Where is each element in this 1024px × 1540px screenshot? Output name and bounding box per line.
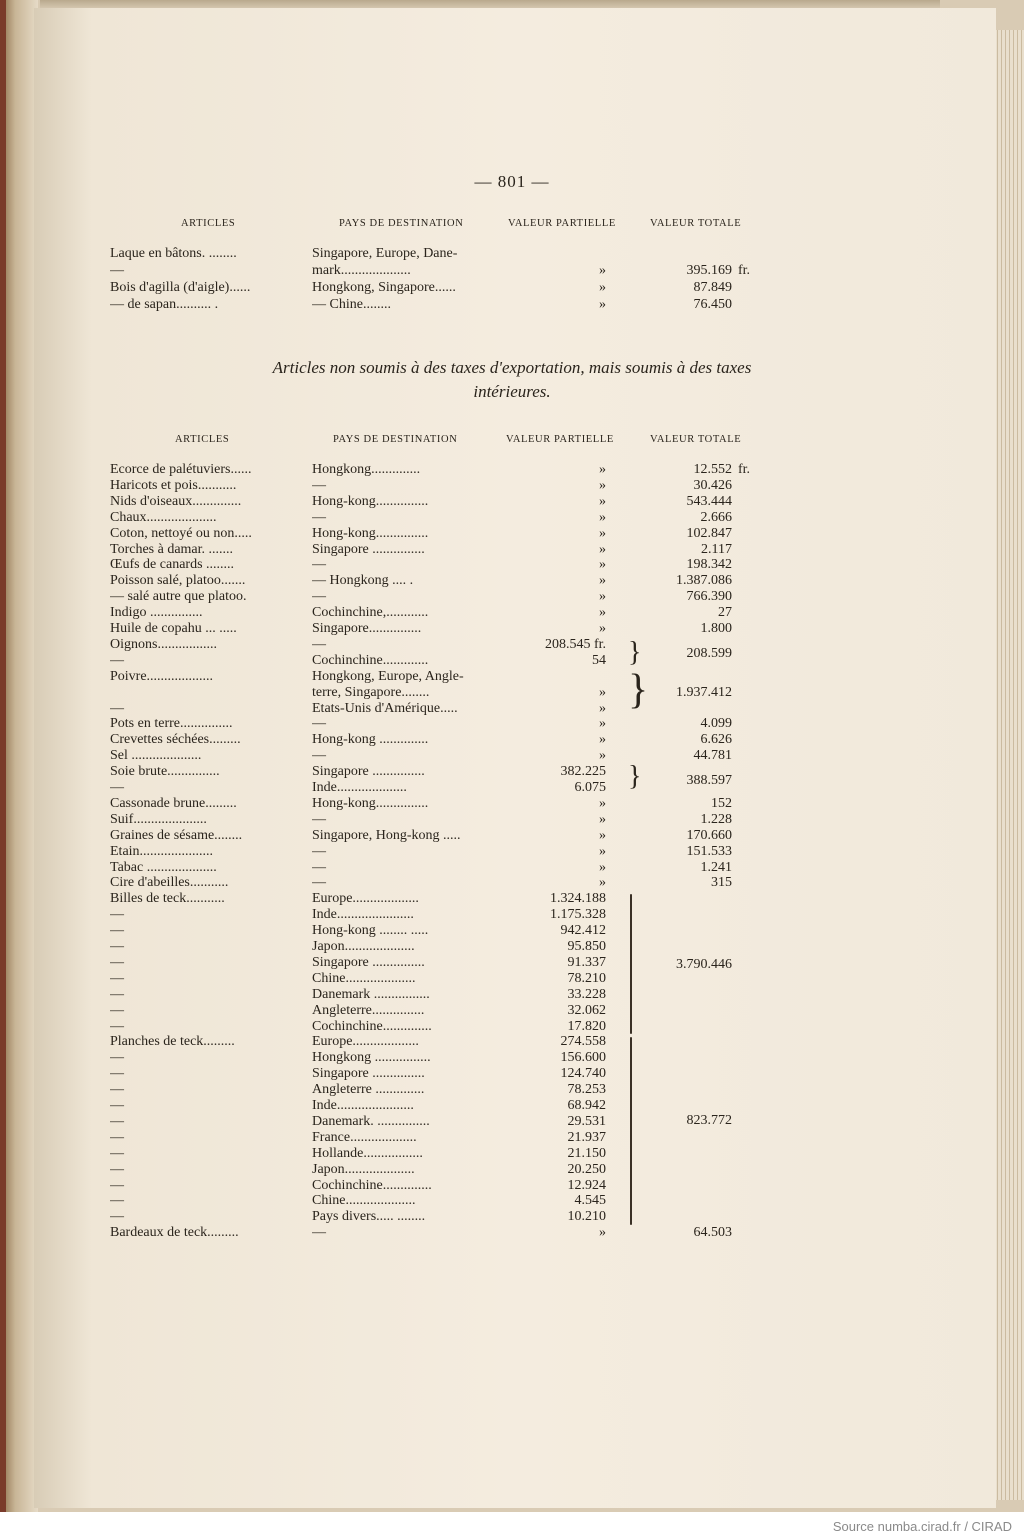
total-value-cell: 1.241 <box>700 859 732 875</box>
article-cell: Planches de teck......... <box>110 1034 235 1050</box>
destination-cell: — <box>312 589 326 605</box>
article-cell: — <box>110 700 124 716</box>
partial-value-cell: » <box>599 684 606 700</box>
article-cell: Pots en terre............... <box>110 716 233 732</box>
table-row <box>0 1003 1024 1019</box>
partial-value-cell: 33.228 <box>567 986 606 1002</box>
total-value-cell: 27 <box>718 605 732 621</box>
article-cell: — <box>110 1066 124 1082</box>
table-row <box>0 557 1024 573</box>
article-cell: Poisson salé, platoo....... <box>110 573 246 589</box>
table-row <box>0 796 1024 812</box>
table-row <box>0 510 1024 526</box>
article-cell: — de sapan.......... . <box>110 297 219 312</box>
article-cell: — <box>110 923 124 939</box>
partial-value-cell: 4.545 <box>574 1193 606 1209</box>
destination-cell: — Chine........ <box>312 297 391 312</box>
partial-value-cell: » <box>599 462 606 477</box>
table-row <box>0 1019 1024 1035</box>
destination-cell: Inde...................... <box>312 1098 414 1113</box>
total-value-cell: 543.444 <box>686 493 732 509</box>
total-value-cell: 76.450 <box>693 297 732 312</box>
table-row <box>0 828 1024 844</box>
table-row <box>0 1082 1024 1098</box>
article-cell: — <box>110 1193 124 1209</box>
destination-cell: Singapore ............... <box>312 1066 425 1082</box>
partial-value-cell: 21.150 <box>567 1145 606 1161</box>
table-row <box>0 732 1024 748</box>
partial-value-cell: » <box>599 493 606 509</box>
table-row <box>0 526 1024 542</box>
partial-value-cell: 20.250 <box>567 1161 606 1177</box>
total-value-cell: 1.387.086 <box>676 573 732 589</box>
page-number: — 801 — <box>474 172 550 191</box>
partial-value-cell: » <box>599 875 606 891</box>
destination-cell: — <box>312 875 326 891</box>
article-cell: — <box>110 970 124 986</box>
table-row <box>0 748 1024 764</box>
destination-cell: Singapore ............... <box>312 954 425 970</box>
table-row <box>0 1162 1024 1178</box>
partial-value-cell: 1.175.328 <box>550 907 606 923</box>
partial-value-cell: 78.253 <box>567 1082 606 1098</box>
article-cell: Indigo ............... <box>110 605 203 621</box>
partial-value-cell: 78.210 <box>567 970 606 986</box>
partial-value-cell: » <box>599 509 606 525</box>
brace-oignons: } <box>628 637 642 668</box>
total-value-cell: 102.847 <box>686 525 732 541</box>
table-row <box>0 1146 1024 1162</box>
destination-cell: Hong-kong............... <box>312 795 429 811</box>
table-row <box>0 891 1024 907</box>
table-row <box>0 605 1024 621</box>
table-row <box>0 716 1024 732</box>
destination-cell: Inde.................... <box>312 780 407 795</box>
article-cell: — <box>110 939 124 954</box>
partial-value-cell: » <box>599 795 606 811</box>
table-row <box>0 462 1024 478</box>
total-value-cell: 2.117 <box>701 541 732 557</box>
destination-cell: Hongkong, Europe, Angle- <box>312 668 464 684</box>
destination-cell: Hong-kong............... <box>312 525 429 541</box>
article-cell: — <box>110 1161 124 1177</box>
article-cell: — <box>110 986 124 1002</box>
destination-cell: — <box>312 636 326 652</box>
destination-cell: Hongkong ................ <box>312 1050 431 1066</box>
table-row <box>0 494 1024 510</box>
destination-cell: Chine.................... <box>312 970 416 986</box>
article-cell: — salé autre que platoo. <box>110 589 247 605</box>
article-cell: — <box>110 1177 124 1193</box>
total-value-cell: 30.426 <box>693 477 732 493</box>
partial-value-cell: » <box>599 557 606 573</box>
partial-value-cell: 382.225 <box>560 764 606 780</box>
section-title-line1: Articles non soumis à des taxes d'exportation, mais soumis à des taxes <box>272 358 752 377</box>
partial-value-cell: 1.324.188 <box>550 891 606 907</box>
partial-value-cell: » <box>599 811 606 827</box>
table-row <box>0 971 1024 987</box>
table-row <box>0 589 1024 605</box>
partial-value-cell: » <box>599 1225 606 1241</box>
partial-value-cell: » <box>599 280 606 295</box>
header-total-1: VALEUR TOTALE <box>650 218 742 229</box>
partial-value-cell: 12.924 <box>567 1177 606 1193</box>
destination-cell: — <box>312 811 326 827</box>
total-value-cell: 395.169 <box>686 263 732 278</box>
destination-cell: — <box>312 716 326 732</box>
destination-cell: Singapore, Hong-kong ..... <box>312 827 461 843</box>
table-row <box>0 844 1024 860</box>
destination-cell: — <box>312 859 326 875</box>
article-cell: Haricots et pois........... <box>110 477 237 493</box>
destination-cell: Singapore, Europe, Dane- <box>312 246 458 261</box>
destination-cell: Chine.................... <box>312 1193 416 1209</box>
header-articles-1: ARTICLES <box>181 218 236 229</box>
destination-cell: Cochinchine.............. <box>312 1177 432 1193</box>
table-row <box>0 263 1024 279</box>
article-cell: Chaux.................... <box>110 509 217 525</box>
article-cell: — <box>110 1082 124 1098</box>
destination-cell: — <box>312 748 326 764</box>
destination-cell: Etats-Unis d'Amérique..... <box>312 700 458 716</box>
partial-value-cell: 68.942 <box>567 1098 606 1113</box>
total-value-cell: 6.626 <box>700 732 732 748</box>
destination-cell: terre, Singapore........ <box>312 684 430 700</box>
article-cell: Laque en bâtons. ........ <box>110 246 237 261</box>
partial-value-cell: 32.062 <box>567 1002 606 1018</box>
brace-poivre: } <box>628 667 649 713</box>
article-cell: — <box>110 780 124 795</box>
table-row <box>0 939 1024 955</box>
total-soie: 388.597 <box>686 773 732 788</box>
table-row <box>0 478 1024 494</box>
total-value-cell: 315 <box>711 875 732 891</box>
partial-value-cell: » <box>599 573 606 589</box>
partial-value-cell: 95.850 <box>567 939 606 954</box>
table-row <box>0 246 1024 262</box>
article-cell: Suif..................... <box>110 811 207 827</box>
total-poivre: 1.937.412 <box>676 685 732 700</box>
article-cell: Œufs de canards ........ <box>110 557 235 573</box>
table-row <box>0 280 1024 296</box>
total-value-cell: 1.228 <box>700 811 732 827</box>
destination-cell: Japon.................... <box>312 939 415 954</box>
source-credit: Source numba.cirad.fr / CIRAD <box>832 1519 1012 1534</box>
article-cell: Bardeaux de teck......... <box>110 1225 239 1241</box>
destination-cell: — Hongkong .... . <box>312 573 414 589</box>
bar-planches <box>630 1037 632 1225</box>
table-row <box>0 1130 1024 1146</box>
article-cell: — <box>110 1129 124 1145</box>
destination-cell: Hong-kong .............. <box>312 732 429 748</box>
total-value-cell: 2.666 <box>700 509 732 525</box>
article-cell: Coton, nettoyé ou non..... <box>110 525 252 541</box>
article-cell: Torches à damar. ....... <box>110 541 234 557</box>
destination-cell: — <box>312 509 326 525</box>
partial-value-cell: » <box>599 605 606 621</box>
article-cell: Crevettes séchées......... <box>110 732 241 748</box>
partial-value-cell: 208.545 fr. <box>544 636 606 652</box>
total-value-cell: 170.660 <box>686 827 732 843</box>
section-title-line2: intérieures. <box>473 382 551 401</box>
destination-cell: Cochinchine,............ <box>312 605 429 621</box>
article-cell: — <box>110 1098 124 1113</box>
partial-value-cell: » <box>599 700 606 716</box>
article-cell: Etain..................... <box>110 843 214 859</box>
destination-cell: Europe................... <box>312 1034 419 1050</box>
table-row <box>0 621 1024 637</box>
destination-cell: — <box>312 1225 326 1241</box>
article-cell: Billes de teck........... <box>110 891 225 907</box>
destination-cell: — <box>312 557 326 573</box>
partial-value-cell: 21.937 <box>567 1129 606 1145</box>
article-cell: Ecorce de palétuviers...... <box>110 462 252 477</box>
article-cell: Tabac .................... <box>110 859 217 875</box>
header-destination-2: PAYS DE DESTINATION <box>333 434 458 445</box>
destination-cell: Singapore ............... <box>312 541 425 557</box>
partial-value-cell: 91.337 <box>567 954 606 970</box>
header-partial-1: VALEUR PARTIELLE <box>508 218 616 229</box>
header-destination-1: PAYS DE DESTINATION <box>339 218 464 229</box>
destination-cell: Hong-kong ........ ..... <box>312 923 429 939</box>
article-cell: — <box>110 1209 124 1225</box>
partial-value-cell: » <box>599 843 606 859</box>
total-value-cell: 766.390 <box>686 589 732 605</box>
partial-value-cell: 124.740 <box>560 1066 606 1082</box>
article-cell: Cassonade brune......... <box>110 795 237 811</box>
partial-value-cell: 6.075 <box>574 780 606 795</box>
total-value-cell: 198.342 <box>686 557 732 573</box>
partial-value-cell: » <box>599 477 606 493</box>
total-planches: 823.772 <box>686 1113 732 1128</box>
header-partial-2: VALEUR PARTIELLE <box>506 434 614 445</box>
total-value-cell: 44.781 <box>693 748 732 764</box>
article-cell: — <box>110 1050 124 1066</box>
table-row <box>0 669 1024 685</box>
partial-value-cell: 54 <box>592 652 606 668</box>
partial-value-cell: 10.210 <box>567 1209 606 1225</box>
article-cell: Bois d'agilla (d'aigle)...... <box>110 280 251 295</box>
table-row <box>0 573 1024 589</box>
destination-cell: Europe................... <box>312 891 419 907</box>
destination-cell: Hongkong.............. <box>312 462 421 477</box>
table-row <box>0 987 1024 1003</box>
table-row <box>0 1050 1024 1066</box>
article-cell: — <box>110 652 124 668</box>
total-value-cell: 87.849 <box>693 280 732 295</box>
article-cell: — <box>110 1113 124 1129</box>
destination-cell: Danemark ................ <box>312 986 430 1002</box>
table-row <box>0 923 1024 939</box>
partial-value-cell: 17.820 <box>567 1018 606 1034</box>
table-row <box>0 812 1024 828</box>
article-cell: Graines de sésame........ <box>110 827 243 843</box>
destination-cell: Angleterre .............. <box>312 1082 425 1098</box>
table-row <box>0 1209 1024 1225</box>
table-row <box>0 297 1024 313</box>
partial-value-cell: » <box>599 748 606 764</box>
partial-value-cell: » <box>599 827 606 843</box>
partial-value-cell: » <box>599 589 606 605</box>
destination-cell: France................... <box>312 1129 417 1145</box>
destination-cell: Hongkong, Singapore...... <box>312 280 456 295</box>
table-row <box>0 542 1024 558</box>
destination-cell: Singapore ............... <box>312 764 425 780</box>
destination-cell: Japon.................... <box>312 1161 415 1177</box>
partial-value-cell: » <box>599 716 606 732</box>
article-cell: — <box>110 907 124 923</box>
unit-cell: fr. <box>738 263 751 278</box>
destination-cell: Hong-kong............... <box>312 493 429 509</box>
table-row <box>0 907 1024 923</box>
total-value-cell: 12.552 <box>693 462 732 477</box>
total-oignons: 208.599 <box>686 646 732 661</box>
partial-value-cell: 156.600 <box>560 1050 606 1066</box>
partial-value-cell: » <box>599 859 606 875</box>
table-row <box>0 875 1024 891</box>
article-cell: Poivre................... <box>110 668 214 684</box>
total-value-cell: 64.503 <box>693 1225 732 1241</box>
table-row <box>0 1034 1024 1050</box>
article-cell: Sel .................... <box>110 748 202 764</box>
article-cell: — <box>110 1002 124 1018</box>
partial-value-cell: » <box>599 732 606 748</box>
destination-cell: Cochinchine............. <box>312 652 429 668</box>
article-cell: Soie brute............... <box>110 764 220 780</box>
partial-value-cell: » <box>599 525 606 541</box>
destination-cell: Hollande................. <box>312 1145 423 1161</box>
article-cell: Oignons................. <box>110 636 217 652</box>
partial-value-cell: » <box>599 541 606 557</box>
destination-cell: Inde...................... <box>312 907 414 923</box>
destination-cell: Pays divers..... ........ <box>312 1209 426 1225</box>
article-cell: Huile de copahu ... ..... <box>110 621 237 636</box>
destination-cell: mark.................... <box>312 263 411 278</box>
total-value-cell: 4.099 <box>700 716 732 732</box>
table-row <box>0 860 1024 876</box>
article-cell: — <box>110 1145 124 1161</box>
partial-value-cell: » <box>599 621 606 636</box>
unit-cell: fr. <box>738 462 751 477</box>
table-row <box>0 1066 1024 1082</box>
article-cell: Cire d'abeilles........... <box>110 875 229 891</box>
partial-value-cell: 942.412 <box>560 923 606 939</box>
partial-value-cell: » <box>599 263 606 278</box>
article-cell: Nids d'oiseaux.............. <box>110 493 242 509</box>
article-cell: — <box>110 1018 124 1034</box>
article-cell: — <box>110 263 124 278</box>
table-row <box>0 1193 1024 1209</box>
table-row <box>0 701 1024 717</box>
destination-cell: Singapore............... <box>312 621 422 636</box>
total-billes: 3.790.446 <box>676 957 732 972</box>
header-articles-2: ARTICLES <box>175 434 230 445</box>
partial-value-cell: » <box>599 297 606 312</box>
header-total-2: VALEUR TOTALE <box>650 434 742 445</box>
article-cell: — <box>110 954 124 970</box>
table-row <box>0 1098 1024 1114</box>
destination-cell: Angleterre............... <box>312 1002 425 1018</box>
destination-cell: — <box>312 843 326 859</box>
partial-value-cell: 29.531 <box>567 1113 606 1129</box>
total-value-cell: 152 <box>711 795 732 811</box>
total-value-cell: 151.533 <box>686 843 732 859</box>
table-row <box>0 1178 1024 1194</box>
total-value-cell: 1.800 <box>700 621 732 636</box>
brace-soie: } <box>628 761 642 792</box>
destination-cell: Cochinchine.............. <box>312 1018 432 1034</box>
table-row <box>0 1225 1024 1241</box>
destination-cell: Danemark. ............... <box>312 1113 430 1129</box>
destination-cell: — <box>312 477 326 493</box>
partial-value-cell: 274.558 <box>560 1034 606 1050</box>
